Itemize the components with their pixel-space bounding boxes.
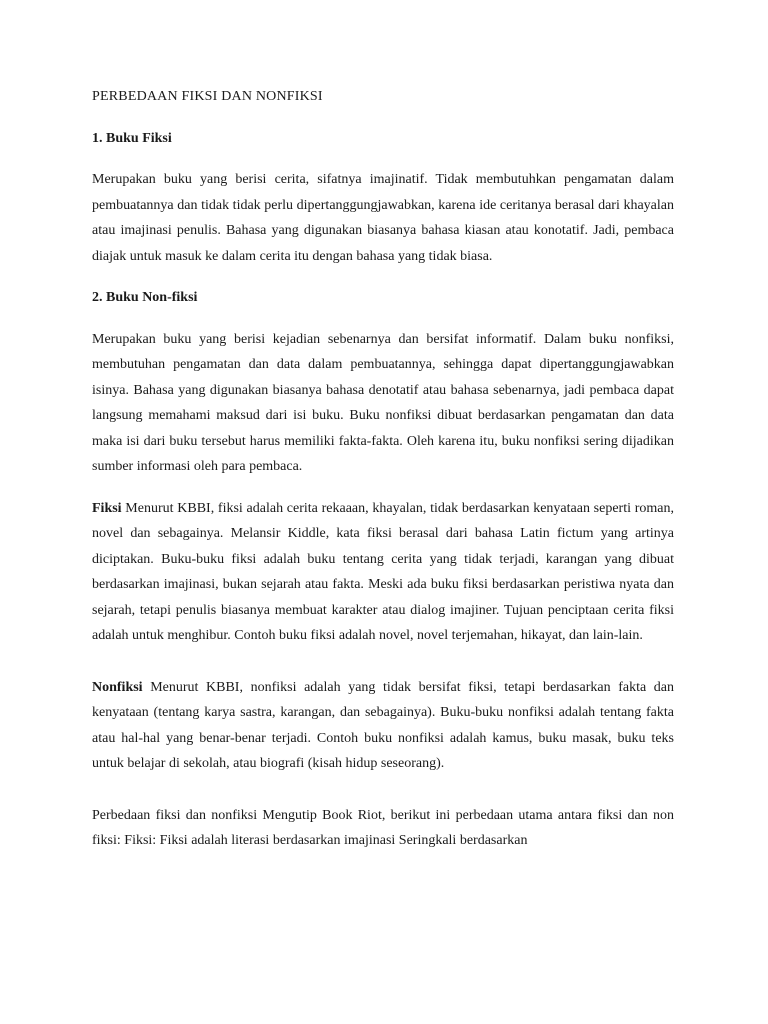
section-heading-buku-nonfiksi: 2. Buku Non-fiksi xyxy=(92,290,198,305)
nonfiksi-definition-text: Menurut KBBI, nonfiksi adalah yang tidak bersifat fiksi, tetapi berdasarkan fakta dan kenyataan (tentang karya sastra, karangan, dan sebagainya). Buku-buku nonfiksi adalah tentang fakta atau hal-hal yang benar-benar terjadi. Contoh buku nonfiksi adalah kamus, buku masak, buku teks untuk belajar di sekolah, atau biografi (kisah hidup seseorang). xyxy=(92,679,674,771)
term-fiksi: Fiksi xyxy=(92,500,122,516)
paragraph-perbedaan: Perbedaan fiksi dan nonfiksi Mengutip Book Riot, berikut ini perbedaan utama antara fiksi dan non fiksi: Fiksi: Fiksi adalah literasi berdasarkan imajinasi Seringkali berdasarkan xyxy=(92,807,674,848)
document-title: PERBEDAAN FIKSI DAN NONFIKSI xyxy=(92,89,323,104)
fiksi-definition-text: Menurut KBBI, fiksi adalah cerita rekaaan, khayalan, tidak berdasarkan kenyataan seperti roman, novel dan sebagainya. Melansir Kiddle, kata fiksi berasal dari bahasa Latin fictum yang artinya diciptakan. Buku-buku fiksi adalah buku tentang cerita yang tidak terjadi, karangan yang dibuat berdasarkan imajinasi, bukan sejarah atau fakta. Meski ada buku fiksi berdasarkan peristiwa nyata dan sejarah, tetapi penulis biasanya membuat karakter atau dialog imajiner. Tujuan penciptaan cerita fiksi adalah untuk menghibur. Contoh buku fiksi adalah novel, novel terjemahan, hikayat, dan lain-lain. xyxy=(92,500,674,643)
paragraph-buku-nonfiksi: Merupakan buku yang berisi kejadian sebenarnya dan bersifat informatif. Dalam buku nonfiksi, membutuhan pengamatan dan data dalam pembuatannya, sehingga dapat dipertanggungjawabkan isinya. Bahasa yang digunakan biasanya bahasa denotatif atau bahasa sebenarnya, jadi pembaca dapat langsung memahami maksud dari isi buku. Buku nonfiksi dibuat berdasarkan pengamatan dan data maka isi dari buku tersebut harus memiliki fakta-fakta. Oleh karena itu, buku nonfiksi sering dijadikan sumber informasi oleh para pembaca. xyxy=(92,331,674,474)
term-nonfiksi: Nonfiksi xyxy=(92,679,143,695)
paragraph-nonfiksi-definition xyxy=(92,675,674,777)
section-heading-buku-fiksi: 1. Buku Fiksi xyxy=(92,130,172,146)
paragraph-buku-fiksi: Merupakan buku yang berisi cerita, sifatnya imajinatif. Tidak membutuhkan pengamatan dalam pembuatannya dan tidak tidak perlu dipertanggungjawabkan, karena ide ceritanya berasal dari khayalan atau imajinasi penulis. Bahasa yang digunakan biasanya bahasa kiasan atau konotatif. Jadi, pembaca diajak untuk masuk ke dalam cerita itu dengan bahasa yang tidak biasa. xyxy=(92,172,674,264)
document-page xyxy=(92,84,674,870)
paragraph-fiksi-definition xyxy=(92,496,674,649)
